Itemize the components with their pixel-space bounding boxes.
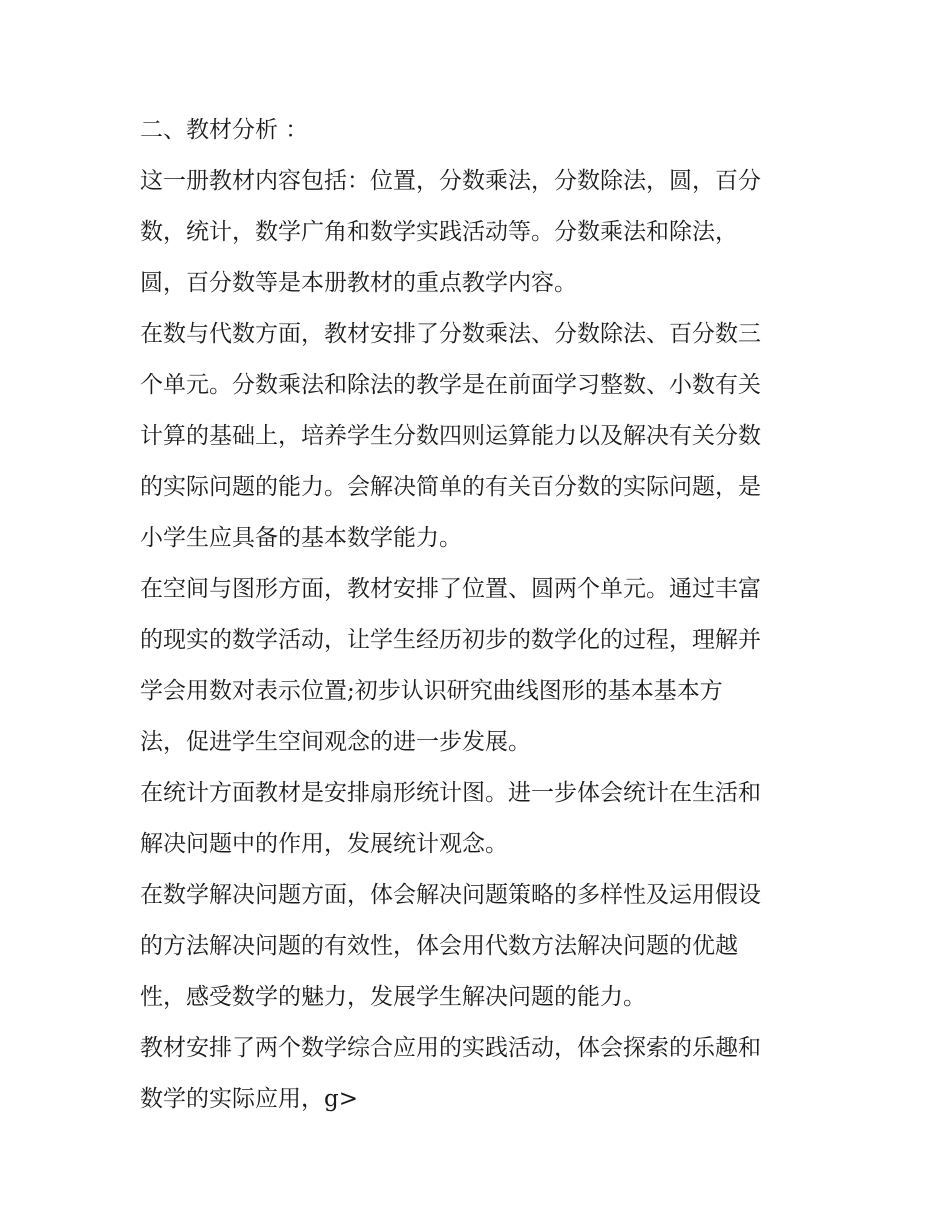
text-line: 这一册教材内容包括：位置，分数乘法，分数除法，圆，百分 <box>140 168 761 194</box>
text-line: 在空间与图形方面，教材安排了位置、圆两个单元。通过丰富 <box>140 576 761 602</box>
text-line: 性，感受数学的魅力，发展学生解决问题的能力。 <box>140 984 646 1010</box>
text-line: 法，促进学生空间观念的进一步发展。 <box>140 729 531 755</box>
text-line: 数学的实际应用，g> <box>140 1086 358 1112</box>
text-line: 的现实的数学活动，让学生经历初步的数学化的过程，理解并 <box>140 627 761 653</box>
text-line: 数，统计，数学广角和数学实践活动等。分数乘法和除法， <box>140 219 738 245</box>
text-line: 在数学解决问题方面，体会解决问题策略的多样性及运用假设 <box>140 882 761 908</box>
text-line: 圆，百分数等是本册教材的重点教学内容。 <box>140 270 577 296</box>
text-line: 的方法解决问题的有效性，体会用代数方法解决问题的优越 <box>140 933 738 959</box>
text-line: 的实际问题的能力。会解决简单的有关百分数的实际问题，是 <box>140 474 761 500</box>
text-line: 在统计方面教材是安排扇形统计图。进一步体会统计在生活和 <box>140 780 761 806</box>
document-body <box>140 105 820 1125</box>
text-line: 解决问题中的作用，发展统计观念。 <box>140 831 508 857</box>
text-line: 在数与代数方面，教材安排了分数乘法、分数除法、百分数三 <box>140 321 761 347</box>
text-line: 小学生应具备的基本数学能力。 <box>140 525 462 551</box>
text-line: 个单元。分数乘法和除法的教学是在前面学习整数、小数有关 <box>140 372 761 398</box>
text-line: 教材安排了两个数学综合应用的实践活动，体会探索的乐趣和 <box>140 1035 761 1061</box>
text-line: 计算的基础上，培养学生分数四则运算能力以及解决有关分数 <box>140 423 761 449</box>
section-heading: 二、教材分析 ： <box>140 117 309 143</box>
text-line: 学会用数对表示位置;初步认识研究曲线图形的基本基本方 <box>140 678 723 704</box>
